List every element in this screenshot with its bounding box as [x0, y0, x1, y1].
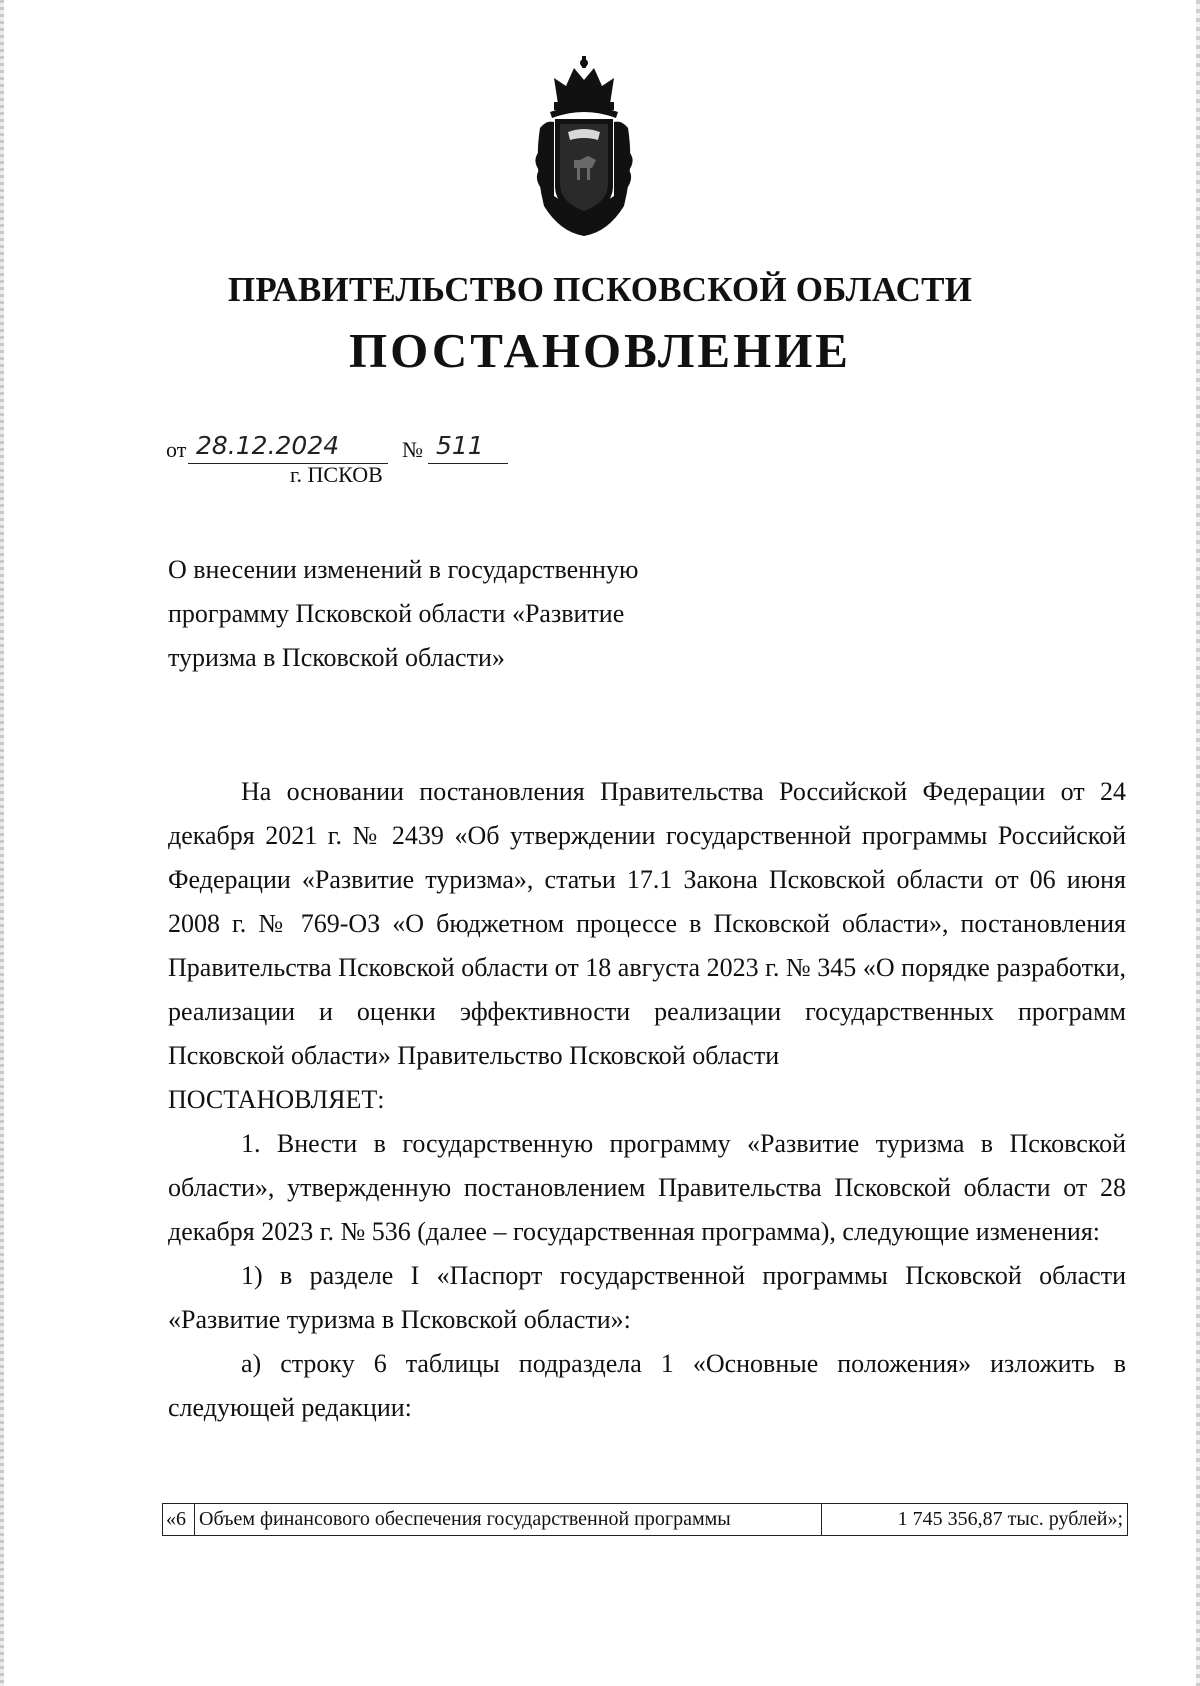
- scan-edge-left: [0, 0, 4, 1686]
- document-body: [168, 770, 1126, 1430]
- table-cell-name: Объем финансового обеспечения государственной программы: [195, 1504, 822, 1536]
- city-label: г. ПСКОВ: [290, 462, 383, 487]
- document-number: 511: [436, 431, 484, 460]
- financing-table: [162, 1503, 1128, 1536]
- item-1-paragraph: 1. Внести в государственную программу «Развитие туризма в Псковской области», утвержденную постановлением Правительства Псковской области от 28 декабря 2023 г. № 536 (далее – государственная программа), следующие изменения:: [168, 1129, 1126, 1246]
- document-type-title: ПОСТАНОВЛЕНИЕ: [349, 323, 851, 378]
- item-1-1-a-paragraph: а) строку 6 таблицы подраздела 1 «Основные положения» изложить в следующей редакции:: [168, 1349, 1126, 1422]
- scan-edge-right: [1196, 0, 1200, 1686]
- table-cell-value: 1 745 356,87 тыс. рублей»;: [822, 1504, 1128, 1536]
- table-row: [163, 1504, 1128, 1536]
- document-subject: [168, 548, 728, 680]
- pskov-coat-of-arms-icon: [530, 56, 638, 238]
- government-title: ПРАВИТЕЛЬСТВО ПСКОВСКОЙ ОБЛАСТИ: [227, 270, 973, 309]
- document-date: 28.12.2024: [196, 431, 340, 460]
- subject-line: туризма в Псковской области»: [168, 643, 505, 672]
- number-underline: [428, 463, 508, 464]
- date-prefix: от: [166, 437, 187, 462]
- subject-line: программу Псковской области «Развитие: [168, 599, 625, 628]
- number-prefix: №: [402, 437, 423, 462]
- table-cell-number: «6: [163, 1504, 195, 1536]
- subject-line: О внесении изменений в государственную: [168, 555, 639, 584]
- decree-word: ПОСТАНОВЛЯЕТ:: [168, 1085, 385, 1114]
- item-1-1-paragraph: 1) в разделе I «Паспорт государственной программы Псковской области «Развитие туризма в Псковской области»:: [168, 1261, 1126, 1334]
- preamble-paragraph: На основании постановления Правительства Российской Федерации от 24 декабря 2021 г. № 2439 «Об утверждении государственной программы Российской Федерации «Развитие туризма», статьи 17.1 Закона Псковской области от 06 июня 2008 г. № 769-ОЗ «О бюджетном процессе в Псковской области», постановления Правительства Псковской области от 18 августа 2023 г. № 345 «О порядке разработки, реализации и оценки эффективности реализации государственных программ Псковской области» Правительство Псковской области: [168, 777, 1126, 1070]
